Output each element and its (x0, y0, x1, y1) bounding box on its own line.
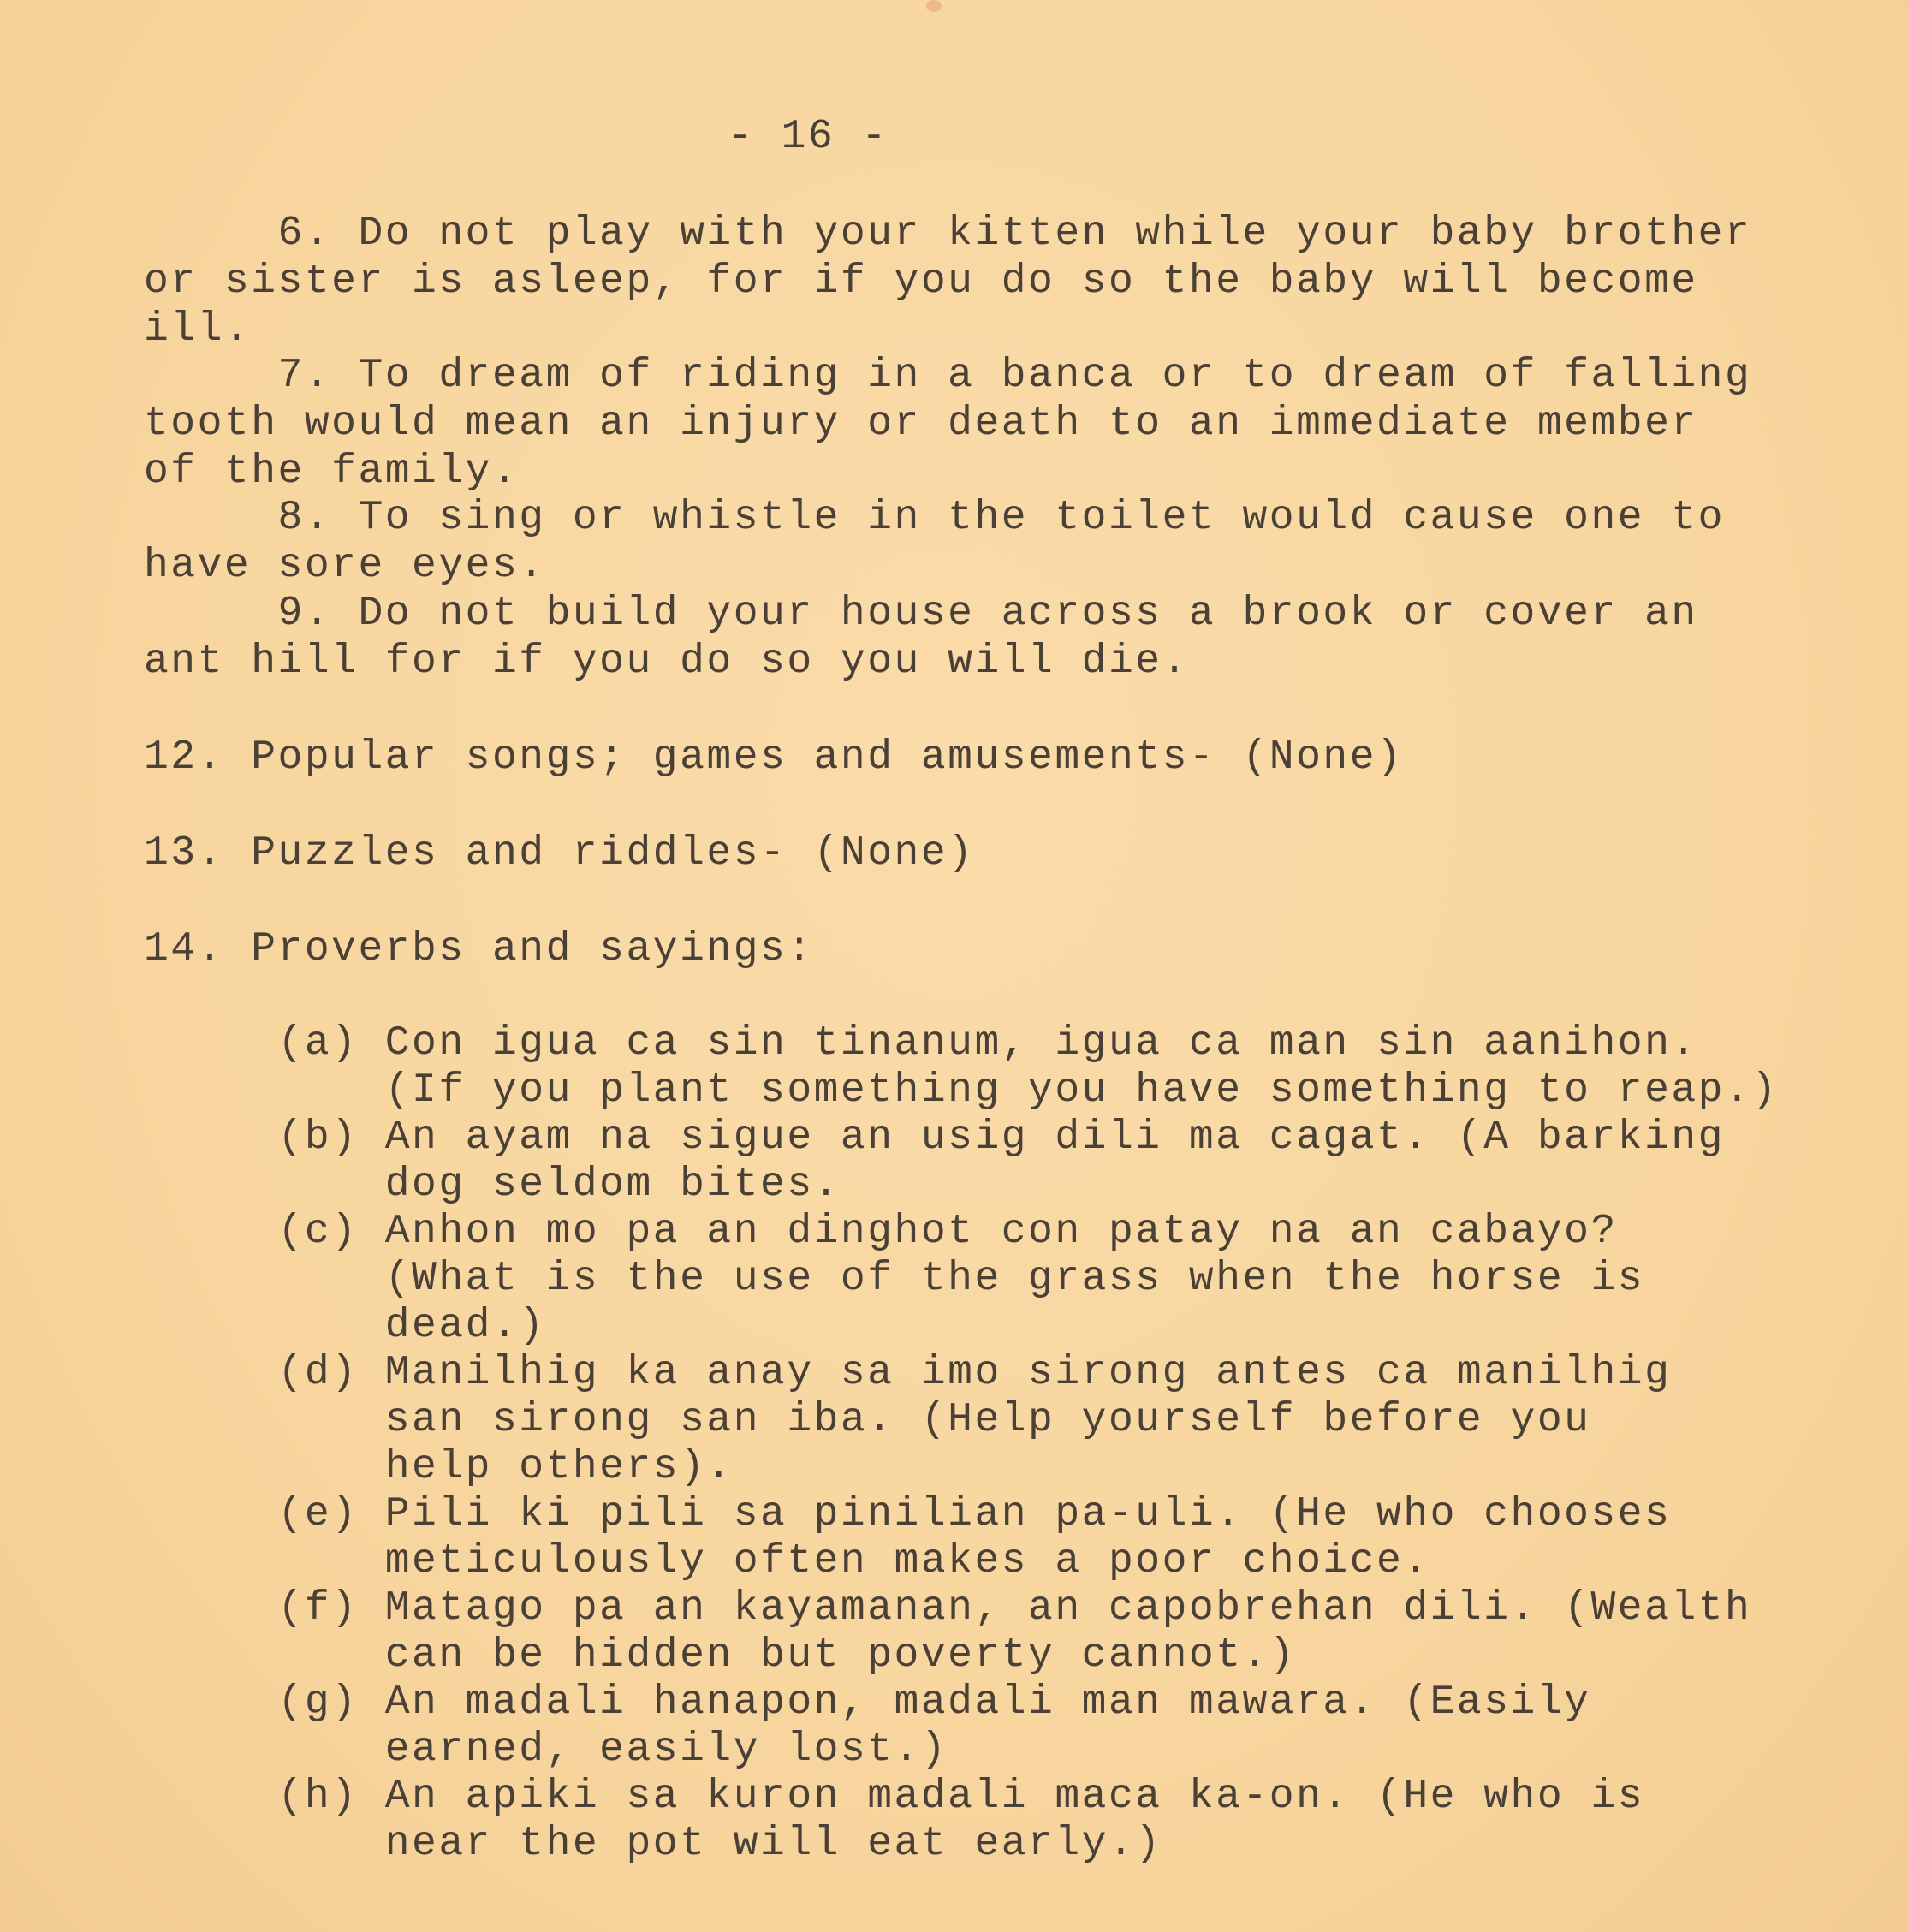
superstition-line: 7. To dream of riding in a banca or to dream of falling (144, 353, 1752, 399)
section-heading: 13. Puzzles and riddles- (None) (144, 830, 975, 877)
proverb-line: (b) An ayam na sigue an usig dili ma cagat. (A barking (144, 1115, 1725, 1161)
superstition-line: or sister is asleep, for if you do so the baby will become (144, 259, 1698, 305)
proverb-line: earned, easily lost.) (144, 1727, 948, 1773)
proverb-line: (a) Con igua ca sin tinanum, igua ca man sin aanihon. (144, 1020, 1698, 1067)
superstition-line: of the family. (144, 449, 520, 495)
superstition-line: 6. Do not play with your kitten while your baby brother (144, 211, 1752, 257)
proverb-line: (h) An apiki sa kuron madali maca ka-on. (He who is (144, 1774, 1645, 1820)
proverb-line: dead.) (144, 1303, 546, 1349)
proverb-line: (e) Pili ki pili sa pinilian pa-uli. (He who chooses (144, 1491, 1672, 1537)
superstition-line: 9. Do not build your house across a brook or cover an (144, 591, 1698, 637)
proverb-line: near the pot will eat early.) (144, 1821, 1162, 1867)
superstition-line: 8. To sing or whistle in the toilet would cause one to (144, 495, 1725, 541)
proverb-line: (What is the use of the grass when the horse is (144, 1256, 1645, 1302)
superstition-line: have sore eyes. (144, 543, 546, 589)
proverb-line: (If you plant something you have something to reap.) (144, 1067, 1779, 1114)
proverb-line: (d) Manilhig ka anay sa imo sirong antes ca manilhig (144, 1350, 1672, 1396)
superstition-line: ant hill for if you do so you will die. (144, 639, 1189, 685)
proverb-line: (g) An madali hanapon, madali man mawara. (Easily (144, 1679, 1591, 1726)
superstition-line: tooth would mean an injury or death to an immediate member (144, 401, 1698, 447)
ink-spot (926, 0, 942, 12)
proverb-line: can be hidden but poverty cannot.) (144, 1632, 1297, 1679)
proverb-line: dog seldom bites. (144, 1162, 841, 1208)
superstition-line: ill. (144, 306, 252, 353)
proverb-line: (f) Matago pa an kayamanan, an capobrehan dili. (Wealth (144, 1585, 1752, 1632)
proverb-line: san sirong san iba. (Help yourself before you (144, 1397, 1591, 1443)
proverb-line: (c) Anhon mo pa an dinghot con patay na an cabayo? (144, 1209, 1618, 1255)
proverb-line: help others). (144, 1444, 734, 1490)
page-number: - 16 - (728, 114, 889, 160)
section-heading: 14. Proverbs and sayings: (144, 926, 814, 972)
proverb-line: meticulously often makes a poor choice. (144, 1538, 1430, 1584)
section-heading: 12. Popular songs; games and amusements- (None) (144, 734, 1404, 781)
